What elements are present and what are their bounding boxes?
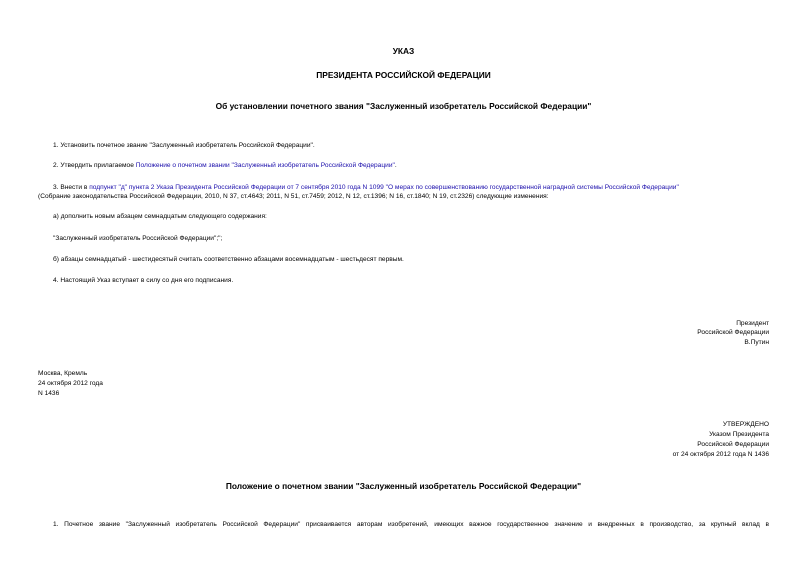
paragraph-1: 1. Установить почетное звание "Заслуженный изобретатель Российской Федерации".: [53, 142, 315, 149]
signature-title: Президент: [736, 320, 769, 327]
paragraph-3-text: 3. Внести в: [53, 184, 90, 191]
approved-country: Российской Федерации: [697, 441, 769, 448]
paragraph-3b: б) абзацы семнадцатый - шестидесятый считать соответственно абзацами восемнадцатым - шестьдесят первым.: [53, 256, 404, 263]
paragraph-2-end: .: [394, 162, 397, 169]
polozhenie-link[interactable]: Положение о почетном звании "Заслуженный изобретатель Российской Федерации": [135, 162, 395, 169]
signing-date: 24 октября 2012 года: [38, 380, 103, 387]
doc-subtitle: Об установлении почетного звания "Заслуженный изобретатель Российской Федерации": [215, 101, 592, 111]
paragraph-4: 4. Настоящий Указ вступает в силу со дня его подписания.: [53, 277, 234, 284]
section-title: Положение о почетном звании "Заслуженный изобретатель Российской Федерации": [225, 481, 582, 491]
approved-label: УТВЕРЖДЕНО: [722, 421, 769, 428]
paragraph-2-text: 2. Утвердить прилагаемое: [53, 162, 136, 169]
paragraph-3a: а) дополнить новым абзацем семнадцатым следующего содержания:: [53, 213, 267, 220]
signing-place: Москва, Кремль: [38, 370, 88, 377]
doc-title-ukaz: УКАЗ: [392, 46, 415, 56]
decree-number: N 1436: [38, 390, 60, 397]
paragraph-2: [53, 161, 397, 170]
section-paragraph-1: 1. Почетное звание "Заслуженный изобретатель Российской Федерации" присваивается авторам изобретений, имеющих важное государственное значение и внедренных в производство, за крупный вклад в: [53, 521, 769, 528]
signature-name: В.Путин: [744, 339, 769, 346]
doc-title-president: ПРЕЗИДЕНТА РОССИЙСКОЙ ФЕДЕРАЦИИ: [316, 70, 491, 80]
decree-1099-link[interactable]: подпункт "д" пункта 2 Указа Президента Российской Федерации от 7 сентября 2010 года N 1099 "О мерах по совершенствованию государственной наградной системы Российской Федерации": [89, 184, 679, 191]
signature-country: Российской Федерации: [697, 329, 769, 336]
paragraph-3-line2: (Собрание законодательства Российской Федерации, 2010, N 37, ст.4643; 2011, N 51, ст.7459; 2012, N 12, ст.1396; N 16, ст.1840; N 19, ст.2326) следующие изменения:: [38, 193, 549, 200]
approved-date: от 24 октября 2012 года N 1436: [672, 451, 769, 458]
paragraph-3: [53, 183, 769, 192]
paragraph-3a-quote: "Заслуженный изобретатель Российской Федерации";";: [53, 235, 223, 242]
approved-by: Указом Президента: [709, 431, 769, 438]
